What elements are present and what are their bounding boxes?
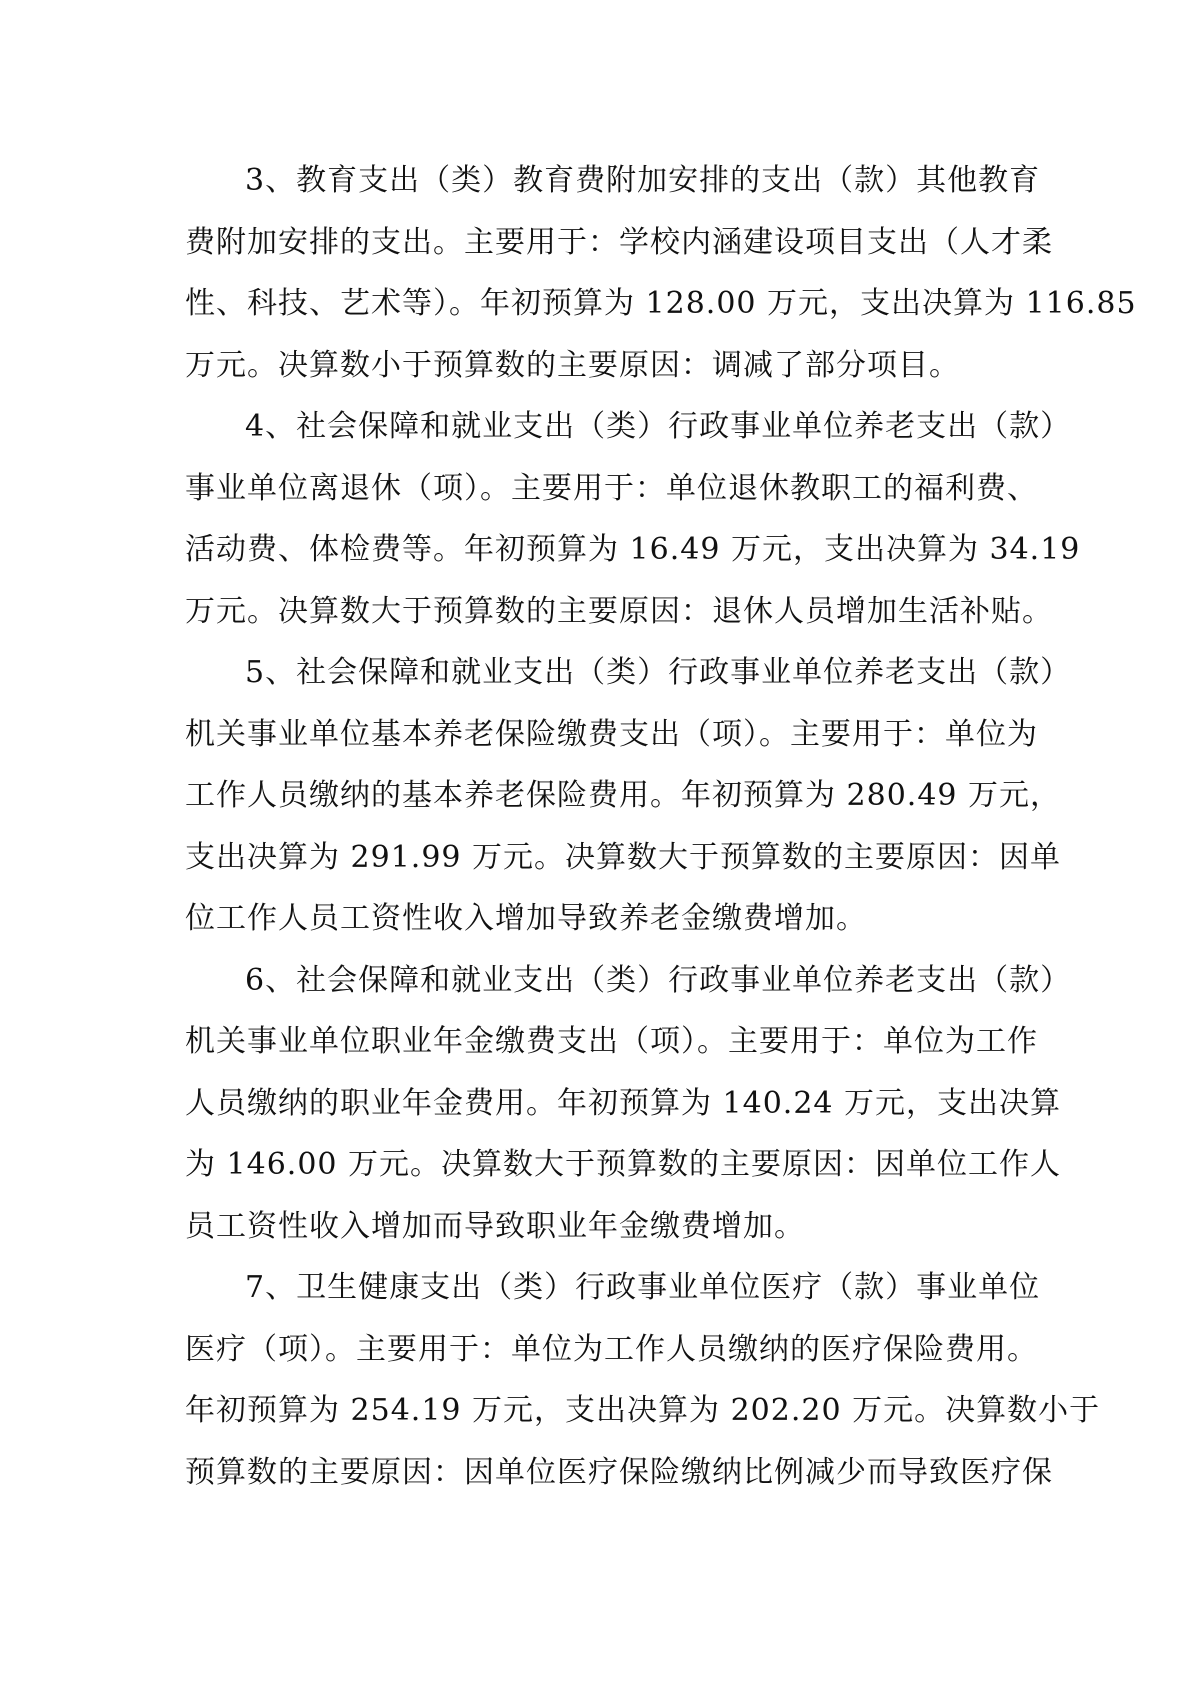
paragraph-7-line-2: 医疗（项）。主要用于：单位为工作人员缴纳的医疗保险费用。 — [185, 1331, 1038, 1367]
paragraph-6-line-3: 人员缴纳的职业年金费用。年初预算为 140.24 万元，支出决算 — [185, 1085, 1062, 1121]
paragraph-5-line-3: 工作人员缴纳的基本养老保险费用。年初预算为 280.49 万元， — [185, 778, 1062, 813]
paragraph-6-line-2: 机关事业单位职业年金缴费支出（项）。主要用于：单位为工作 — [185, 1024, 1038, 1059]
paragraph-4-line-2: 事业单位离退休（项）。主要用于：单位退休教职工的福利费、 — [185, 470, 1038, 506]
paragraph-3-line-3: 性、科技、艺术等）。年初预算为 128.00 万元，支出决算为 116.85 — [185, 286, 1137, 321]
body-text — [185, 150, 1137, 1503]
paragraph-4-line-4: 万元。决算数大于预算数的主要原因：退休人员增加生活补贴。 — [185, 593, 1053, 629]
paragraph-3-line-4: 万元。决算数小于预算数的主要原因：调减了部分项目。 — [185, 347, 960, 383]
paragraph-7-line-4: 预算数的主要原因：因单位医疗保险缴纳比例减少而导致医疗保 — [185, 1454, 1053, 1490]
paragraph-3-line-1: 3、教育支出（类）教育费附加安排的支出（款）其他教育 — [245, 163, 1041, 198]
paragraph-5-line-2: 机关事业单位基本养老保险缴费支出（项）。主要用于：单位为 — [185, 716, 1038, 752]
paragraph-7-line-1: 7、卫生健康支出（类）行政事业单位医疗（款）事业单位 — [245, 1270, 1041, 1305]
paragraph-5-line-4: 支出决算为 291.99 万元。决算数大于预算数的主要原因：因单 — [185, 839, 1062, 875]
paragraph-3-line-2: 费附加安排的支出。主要用于：学校内涵建设项目支出（人才柔 — [185, 224, 1053, 260]
paragraph-6-line-5: 员工资性收入增加而导致职业年金缴费增加。 — [185, 1208, 805, 1244]
paragraph-4-line-3: 活动费、体检费等。年初预算为 16.49 万元，支出决算为 34.19 — [185, 532, 1081, 567]
paragraph-5-line-1: 5、社会保障和就业支出（类）行政事业单位养老支出（款） — [245, 655, 1072, 690]
paragraph-4-line-1: 4、社会保障和就业支出（类）行政事业单位养老支出（款） — [245, 409, 1072, 444]
paragraph-6-line-4: 为 146.00 万元。决算数大于预算数的主要原因：因单位工作人 — [185, 1147, 1062, 1182]
paragraph-6-line-1: 6、社会保障和就业支出（类）行政事业单位养老支出（款） — [245, 962, 1072, 998]
paragraph-5-line-5: 位工作人员工资性收入增加导致养老金缴费增加。 — [185, 901, 867, 936]
paragraph-7-line-3: 年初预算为 254.19 万元，支出决算为 202.20 万元。决算数小于 — [185, 1393, 1101, 1428]
